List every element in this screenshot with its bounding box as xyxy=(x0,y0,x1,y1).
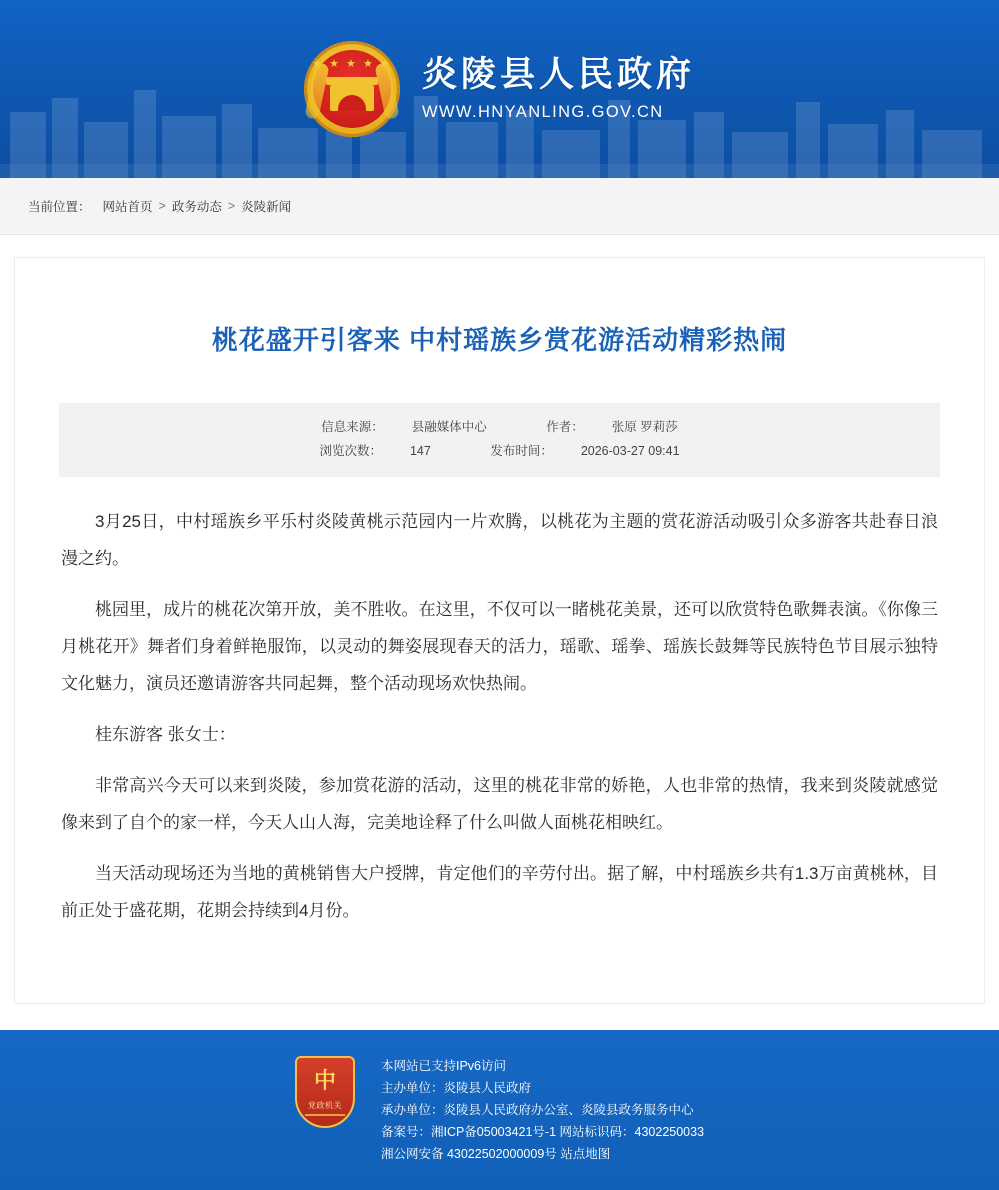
article-card xyxy=(14,257,985,1004)
footer-line-host: 主办单位：炎陵县人民政府 xyxy=(380,1080,531,1095)
meta-author: 作者： 张原 罗莉莎 xyxy=(546,419,678,434)
breadcrumb-separator: > xyxy=(227,199,236,213)
article-paragraph: 桃园里，成片的桃花次第开放，美不胜收。在这里，不仅可以一睹桃花美景，还可以欣赏特色歌舞表演。《你像三月桃花开》舞者们身着鲜艳服饰，以灵动的舞姿展现春天的活力，瑶歌、瑶拳、瑶族长鼓舞等民族特色节目展示独特文化魅力，演员还邀请游客共同起舞，整个活动现场欢快热闹。 xyxy=(61,599,938,693)
breadcrumb-item-home[interactable]: 网站首页 xyxy=(102,200,153,214)
meta-source: 信息来源： 县融媒体中心 xyxy=(321,419,487,434)
article-paragraph: 非常高兴今天可以来到炎陵，参加赏花游的活动，这里的桃花非常的娇艳，人也非常的热情，我来到炎陵就感觉像来到了自个的家一样，今天人山人海，完美地诠释了什么叫做人面桃花相映红。 xyxy=(61,775,938,832)
meta-publish-time: 发布时间： 2026-03-27 09:41 xyxy=(490,443,680,458)
page-body xyxy=(0,235,999,1030)
footer-line-police-record[interactable]: 湘公网安备 43022502000009号 站点地图 xyxy=(380,1146,611,1161)
footer-line-icp[interactable]: 备案号：湘ICP备05003421号-1 网站标识码：4302250033 xyxy=(380,1124,705,1139)
badge-mark: 中 xyxy=(313,1067,336,1093)
article-meta xyxy=(59,403,940,477)
article-paragraph: 当天活动现场还为当地的黄桃销售大户授牌，肯定他们的辛劳付出。据了解，中村瑶族乡共有1.3万亩黄桃林，目前正处于盛花期，花期会持续到4月份。 xyxy=(61,863,938,920)
article-meta-row-stats xyxy=(59,439,940,463)
national-emblem-icon: ★ ★ ★ ★ ★ xyxy=(304,41,400,137)
footer-line-ipv6: 本网站已支持IPv6访问 xyxy=(380,1058,506,1073)
article-meta-row-source xyxy=(59,415,940,439)
breadcrumb-label: 当前位置： xyxy=(28,200,91,214)
footer-info xyxy=(381,1056,704,1166)
page-title: 桃花盛开引客来 中村瑶族乡赏花游活动精彩热闹 xyxy=(211,325,788,356)
meta-views: 浏览次数： 147 xyxy=(319,443,431,458)
site-title: 炎陵县人民政府 xyxy=(421,55,695,94)
badge-text: 党政机关 xyxy=(307,1100,342,1110)
breadcrumb xyxy=(0,178,999,235)
site-footer xyxy=(0,1030,999,1190)
article-paragraph: 桂东游客 张女士： xyxy=(95,724,236,744)
site-header xyxy=(0,0,999,178)
breadcrumb-item-government-news[interactable]: 政务动态 xyxy=(171,200,222,214)
breadcrumb-item-yanling-news[interactable]: 炎陵新闻 xyxy=(241,200,292,214)
breadcrumb-separator: > xyxy=(158,199,166,213)
article-content xyxy=(59,477,940,929)
footer-line-organizer: 承办单位：炎陵县人民政府办公室、炎陵县政务服务中心 xyxy=(380,1102,694,1117)
article-paragraph: 3月25日，中村瑶族乡平乐村炎陵黄桃示范园内一片欢腾，以桃花为主题的赏花游活动吸引众多游客共赴春日浪漫之约。 xyxy=(61,511,938,568)
police-badge-icon xyxy=(295,1056,355,1128)
site-url: WWW.HNYANLING.GOV.CN xyxy=(421,103,664,121)
